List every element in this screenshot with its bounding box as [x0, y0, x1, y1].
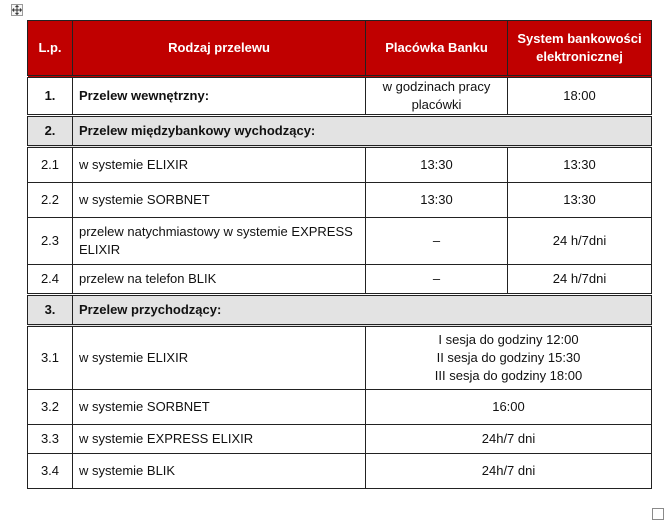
section-filler: [366, 116, 652, 147]
transfer-type: przelew na telefon BLIK: [73, 265, 366, 295]
electronic-hours: 13:30: [508, 147, 652, 183]
electronic-hours: 13:30: [508, 183, 652, 218]
transfer-type: w systemie SORBNET: [73, 390, 366, 425]
table-row: [28, 326, 652, 390]
section-number: 2.: [28, 116, 73, 147]
electronic-hours: 24 h/7dni: [508, 265, 652, 295]
section-row-outgoing: [28, 116, 652, 147]
row-number: 3.3: [28, 425, 73, 454]
table-resize-handle-icon[interactable]: [652, 508, 664, 520]
transfer-type: przelew natychmiastowy w systemie EXPRESS ELIXIR: [73, 218, 366, 265]
branch-hours: –: [366, 218, 508, 265]
session-2: II sesja do godziny 15:30: [436, 350, 581, 365]
transfer-type: Przelew wewnętrzny:: [73, 77, 366, 116]
row-number: 2.4: [28, 265, 73, 295]
transfer-type: w systemie ELIXIR: [73, 326, 366, 390]
row-number: 3.2: [28, 390, 73, 425]
table-row: [28, 425, 652, 454]
table-row: [28, 265, 652, 295]
section-title: Przelew przychodzący:: [73, 295, 366, 326]
transfer-type: w systemie ELIXIR: [73, 147, 366, 183]
transfer-hours-table: [27, 20, 652, 489]
electronic-hours: 24 h/7dni: [508, 218, 652, 265]
electronic-hours: 18:00: [508, 77, 652, 116]
row-number: 2.1: [28, 147, 73, 183]
incoming-hours: 16:00: [366, 390, 652, 425]
table-row: [28, 147, 652, 183]
transfer-type: w systemie BLIK: [73, 454, 366, 489]
table-row: [28, 218, 652, 265]
header-lp: L.p.: [28, 21, 73, 77]
move-arrows-icon: [12, 5, 22, 15]
branch-hours: 13:30: [366, 147, 508, 183]
header-electronic-banking: System bankowości elektronicznej: [508, 21, 652, 77]
table-row: [28, 454, 652, 489]
session-1: I sesja do godziny 12:00: [438, 332, 579, 347]
transfer-type: w systemie EXPRESS ELIXIR: [73, 425, 366, 454]
session-hours: [366, 326, 652, 390]
row-number: 2.3: [28, 218, 73, 265]
section-filler: [366, 295, 652, 326]
section-row-incoming: [28, 295, 652, 326]
table-header-row: [28, 21, 652, 77]
row-number: 3.4: [28, 454, 73, 489]
branch-hours: –: [366, 265, 508, 295]
branch-hours: w godzinach pracy placówki: [366, 77, 508, 116]
row-number: 3.1: [28, 326, 73, 390]
session-3: III sesja do godziny 18:00: [434, 368, 583, 383]
table-move-handle-icon[interactable]: [11, 4, 23, 16]
table-row: [28, 390, 652, 425]
branch-hours: 13:30: [366, 183, 508, 218]
table-row: [28, 183, 652, 218]
header-transfer-type: Rodzaj przelewu: [73, 21, 366, 77]
section-number: 3.: [28, 295, 73, 326]
row-number: 1.: [28, 77, 73, 116]
table-row: [28, 77, 652, 116]
row-number: 2.2: [28, 183, 73, 218]
transfer-type: w systemie SORBNET: [73, 183, 366, 218]
header-bank-branch: Placówka Banku: [366, 21, 508, 77]
incoming-hours: 24h/7 dni: [366, 454, 652, 489]
section-title: Przelew międzybankowy wychodzący:: [73, 116, 366, 147]
incoming-hours: 24h/7 dni: [366, 425, 652, 454]
